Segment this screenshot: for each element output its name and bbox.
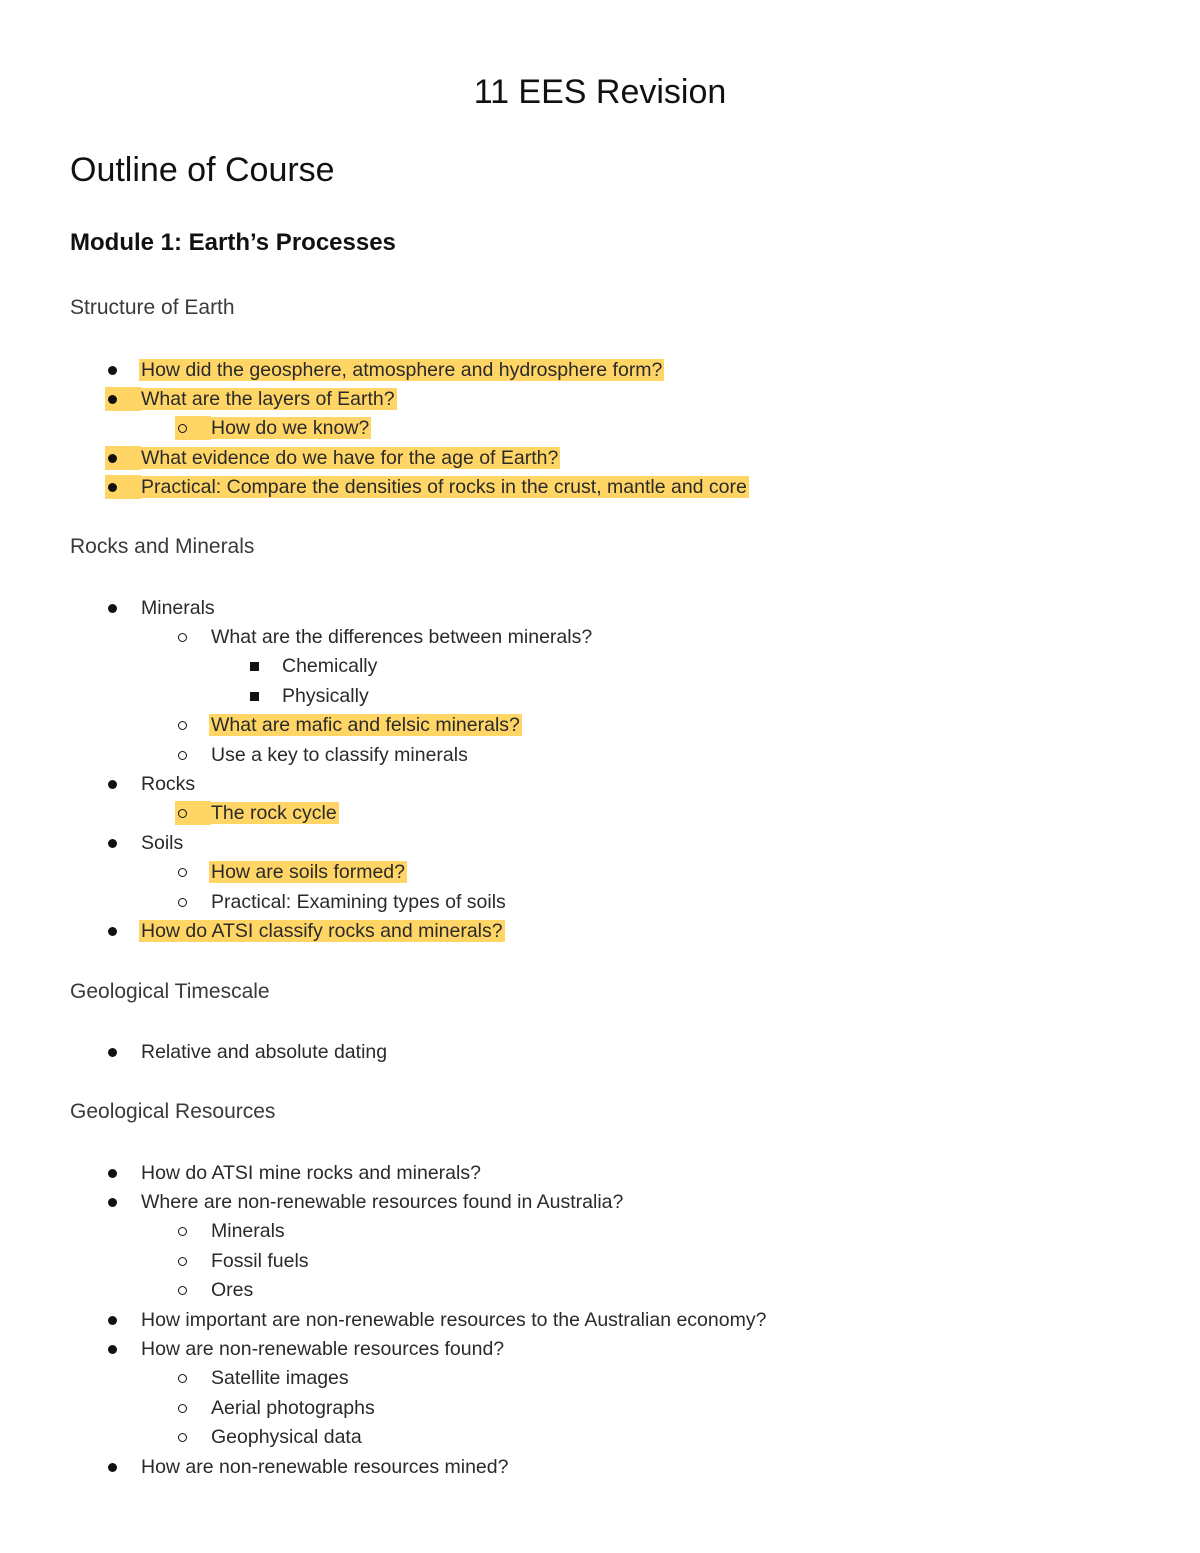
list-item: Soils — [141, 830, 183, 856]
list-item: What evidence do we have for the age of Earth? — [141, 445, 560, 471]
list-item: How did the geosphere, atmosphere and hydrosphere form? — [141, 357, 664, 383]
list-item: How important are non-renewable resources to the Australian economy? — [141, 1307, 766, 1333]
bullet-icon — [108, 1198, 117, 1207]
list-item: Use a key to classify minerals — [211, 742, 468, 768]
square-bullet-icon — [250, 692, 259, 701]
section-heading-resources: Geological Resources — [70, 1100, 276, 1123]
bullet-icon — [108, 483, 117, 492]
list-item: How do we know? — [211, 415, 371, 441]
bullet-icon — [108, 395, 117, 404]
list-item: How are non-renewable resources mined? — [141, 1454, 508, 1480]
list-item: What are mafic and felsic minerals? — [211, 712, 522, 738]
list-item: Rocks — [141, 771, 195, 797]
list-item: The rock cycle — [211, 800, 339, 826]
square-bullet-icon — [250, 662, 259, 671]
list-item: Relative and absolute dating — [141, 1039, 387, 1065]
list-item: How are soils formed? — [211, 859, 407, 885]
bullet-icon — [108, 927, 117, 936]
hollow-bullet-icon — [178, 1286, 187, 1295]
course-outline-heading: Outline of Course — [70, 151, 335, 189]
list-item: How do ATSI mine rocks and minerals? — [141, 1160, 481, 1186]
bullet-icon — [108, 1048, 117, 1057]
list-item: Practical: Examining types of soils — [211, 889, 506, 915]
list-item: Minerals — [141, 595, 215, 621]
list-item: How do ATSI classify rocks and minerals? — [141, 918, 505, 944]
hollow-bullet-icon — [178, 809, 187, 818]
hollow-bullet-icon — [178, 1257, 187, 1266]
bullet-icon — [108, 366, 117, 375]
section-heading-rocks: Rocks and Minerals — [70, 535, 255, 558]
list-item: Minerals — [211, 1218, 285, 1244]
document-title: 11 EES Revision — [473, 73, 727, 111]
list-item: Physically — [282, 683, 369, 709]
list-item: How are non-renewable resources found? — [141, 1336, 504, 1362]
list-item: Chemically — [282, 653, 377, 679]
hollow-bullet-icon — [178, 1404, 187, 1413]
section-heading-structure: Structure of Earth — [70, 296, 235, 319]
bullet-icon — [108, 839, 117, 848]
list-item: Satellite images — [211, 1365, 349, 1391]
bullet-icon — [108, 1345, 117, 1354]
list-item: Aerial photographs — [211, 1395, 375, 1421]
bullet-icon — [108, 780, 117, 789]
bullet-icon — [108, 604, 117, 613]
list-item: What are the layers of Earth? — [141, 386, 397, 412]
list-item: What are the differences between minerals? — [211, 624, 592, 650]
hollow-bullet-icon — [178, 424, 187, 433]
bullet-icon — [108, 1169, 117, 1178]
section-heading-timescale: Geological Timescale — [70, 980, 270, 1003]
module-heading: Module 1: Earth’s Processes — [70, 229, 396, 256]
list-item: Fossil fuels — [211, 1248, 309, 1274]
hollow-bullet-icon — [178, 1227, 187, 1236]
list-item: Practical: Compare the densities of rocks in the crust, mantle and core — [141, 474, 749, 500]
bullet-icon — [108, 1316, 117, 1325]
hollow-bullet-icon — [178, 1433, 187, 1442]
list-item: Ores — [211, 1277, 253, 1303]
hollow-bullet-icon — [178, 721, 187, 730]
hollow-bullet-icon — [178, 751, 187, 760]
bullet-icon — [108, 1463, 117, 1472]
list-item: Geophysical data — [211, 1424, 362, 1450]
hollow-bullet-icon — [178, 868, 187, 877]
hollow-bullet-icon — [178, 1374, 187, 1383]
bullet-icon — [108, 454, 117, 463]
hollow-bullet-icon — [178, 633, 187, 642]
hollow-bullet-icon — [178, 898, 187, 907]
list-item: Where are non-renewable resources found in Australia? — [141, 1189, 623, 1215]
